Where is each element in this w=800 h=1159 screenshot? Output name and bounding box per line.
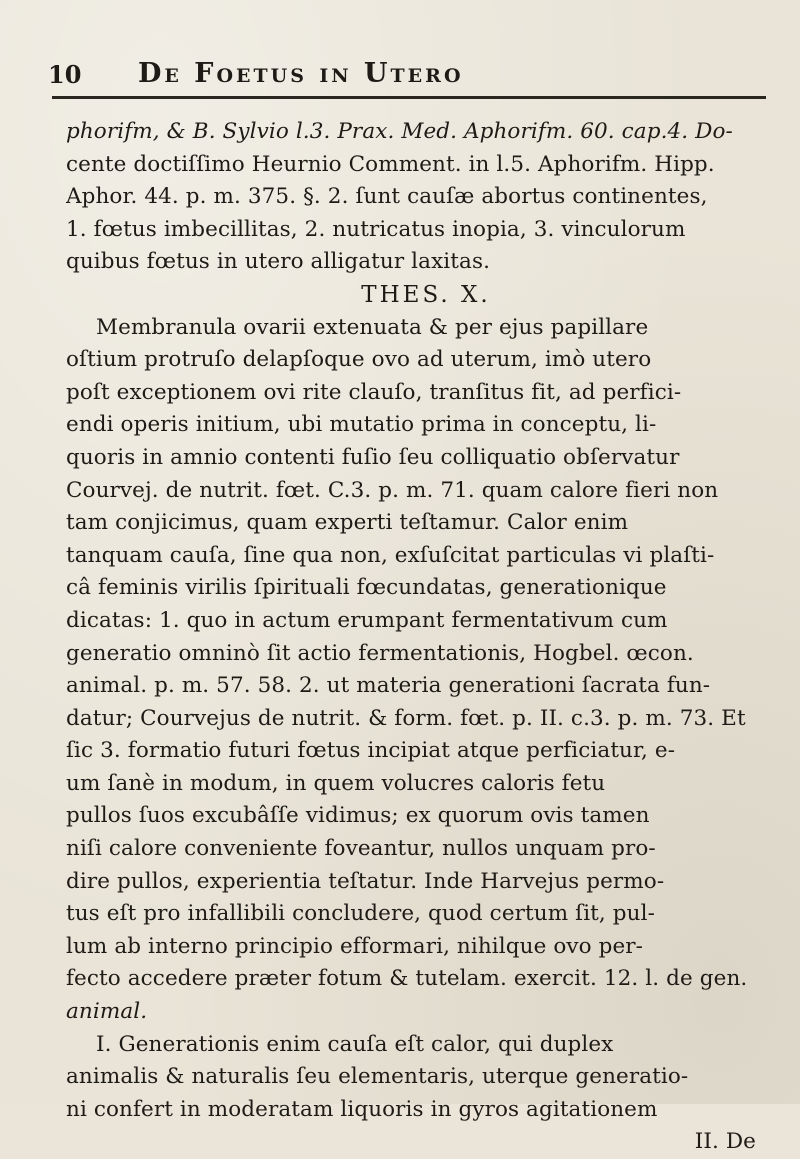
text-line: Membranula ovarii extenuata & per ejus papillare [96,314,649,340]
catchword: II. De [694,1129,756,1155]
text-line: quoris in amnio contenti fuſio ſeu colliquatio obſervatur [66,444,680,470]
text-line: lum ab interno principio efformari, nihilque ovo per- [66,933,644,959]
text-line: tus eſt pro infallibili concludere, quod certum ſit, pul- [66,901,655,927]
section-heading: THES. X. [361,281,491,308]
text-line: endi operis initium, ubi mutatio prima in conceptu, li- [66,412,657,438]
text-line: phorifm, & B. Sylvio l.3. Prax. Med. Aphorifm. 60. cap.4. Do- [66,119,733,144]
body-text [66,116,766,1159]
text-line: oſtium protruſo delapſoque ovo ad uterum, imò utero [66,347,652,373]
text-line: poſt exceptionem ovi rite clauſo, tranſitus fit, ad perfici- [66,379,682,405]
text-line: dire pullos, experientia teſtatur. Inde Harvejus permo- [66,868,665,894]
text-line: cente doctiſſimo Heurnio Comment. in l.5. Aphorifm. Hipp. [66,151,715,177]
text-line: fecto accedere præter fotum & tutelam. exercit. 12. l. de gen. [66,966,748,992]
text-line: animalis & naturalis ſeu elementaris, uterque generatio- [66,1064,689,1090]
text-line: animal. p. m. 57. 58. 2. ut materia generationi ſacrata fun- [66,673,711,699]
text-line: 1. fœtus imbecillitas, 2. nutricatus inopia, 3. vinculorum [66,216,686,242]
text-line: generatio omninò ſit actio fermentationis, Hogbel. œcon. [66,640,694,666]
text-line: pullos ſuos excubâſſe vidimus; ex quorum ovis tamen [66,803,650,829]
text-line: I. Generationis enim cauſa eſt calor, qui duplex [96,1031,614,1057]
text-line: dicatas: 1. quo in actum erumpant fermentativum cum [66,607,668,633]
text-line: niſi calore conveniente foveantur, nullos unquam pro- [66,836,656,862]
text-line: ſic 3. formatio futuri fœtus incipiat atque perficiatur, e- [66,738,676,764]
text-line: Aphor. 44. p. m. 375. §. 2. ſunt cauſæ abortus continentes, [66,184,708,210]
text-line: datur; Courvejus de nutrit. & form. fœt. p. II. c.3. p. m. 73. Et [66,705,746,731]
header-rule [52,96,766,99]
page-number: 10 [48,60,82,89]
text-line: Courvej. de nutrit. fœt. C.3. p. m. 71. quam calore fieri non [66,477,719,503]
page-header [48,58,768,98]
text-line: câ feminis virilis ſpirituali fœcundatas, generationique [66,575,667,601]
text-line: ni confert in moderatam liquoris in gyros agitationem [66,1096,658,1122]
text-line: animal. [66,999,148,1025]
text-line: quibus fœtus in utero alligatur laxitas. [66,249,491,275]
text-line: tam conjicimus, quam experti teſtamur. Calor enim [66,510,629,536]
text-line: tanquam cauſa, ſine qua non, exſuſcitat particulas vi plaſti- [66,542,715,568]
running-head: De Foetus in Utero [138,58,464,89]
text-line: um ſanè in modum, in quem volucres caloris fetu [66,770,606,796]
